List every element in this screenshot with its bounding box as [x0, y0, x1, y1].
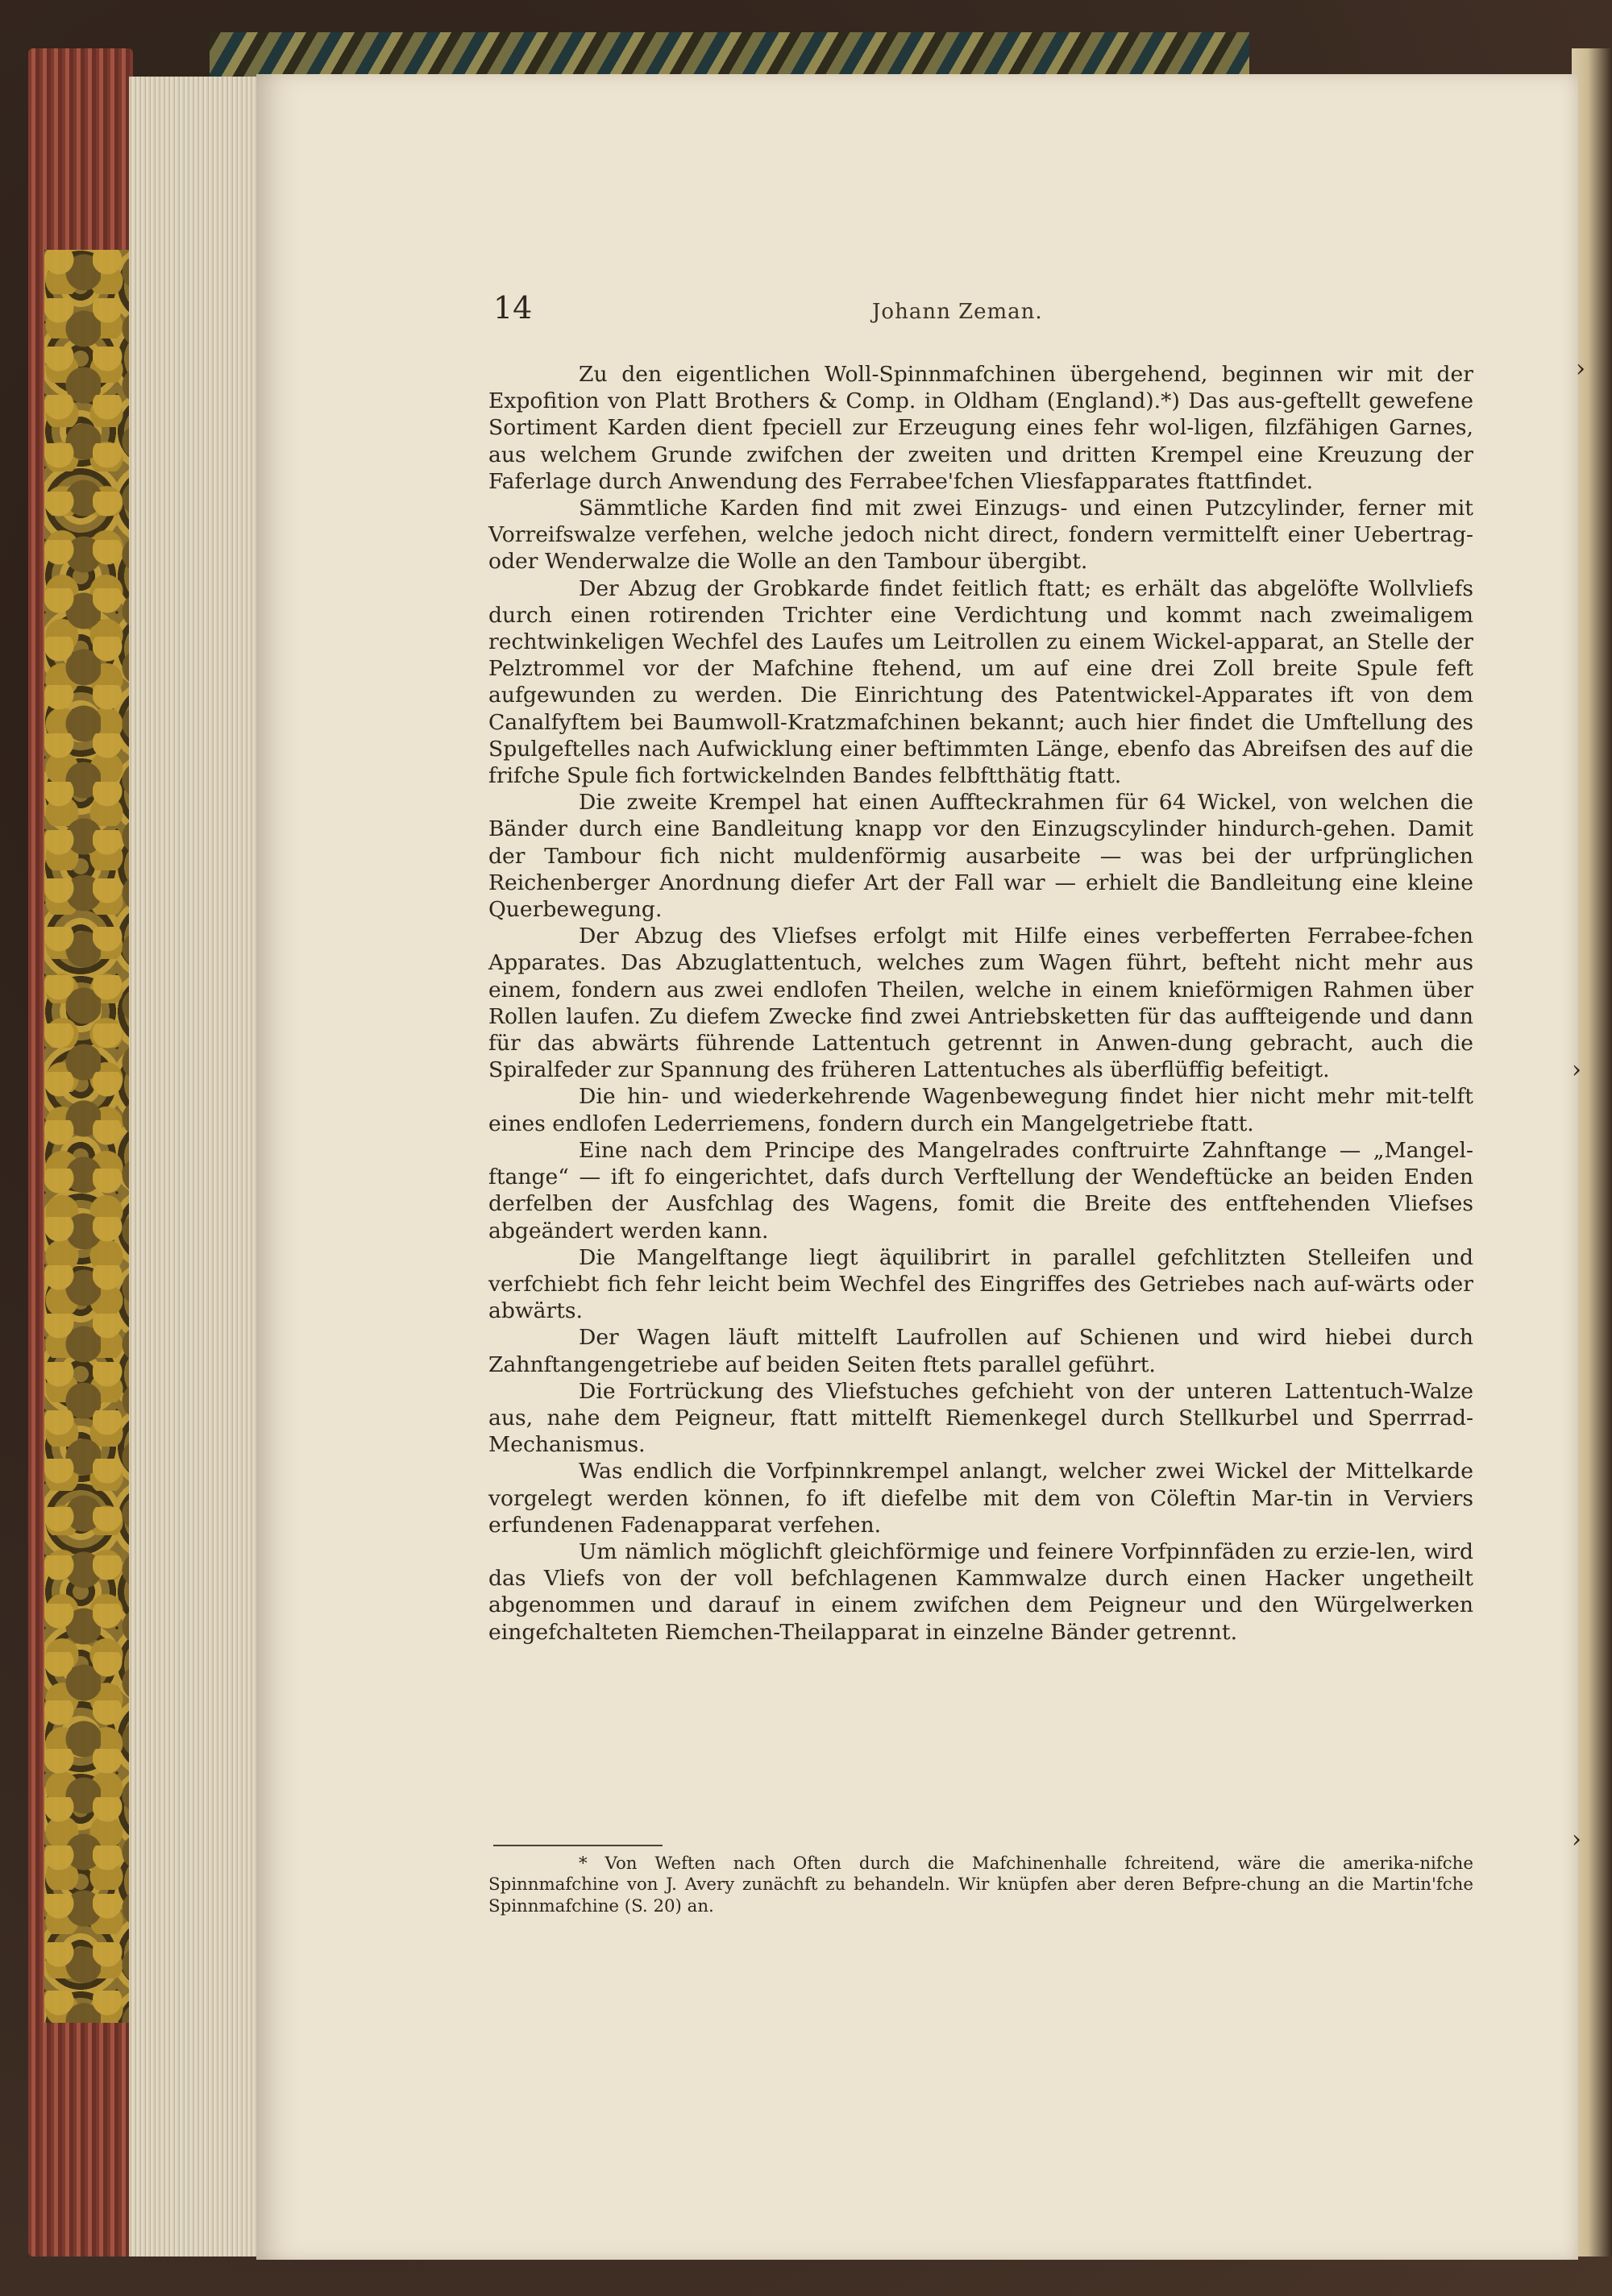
paragraph-5: Der Abzug des Vliefses erfolgt mit Hilfe eines verbefferten Ferrabee-fchen Apparates. Das Abzuglattentuch, welches zum Wagen führt, befteht nicht mehr aus einem, fondern aus zwei endlofen Theilen, welche in einem knieförmigen Rahmen über Rollen laufen. Zu diefem Zwecke find zwei Antriebsketten für das auffteigende und dann für das abwärts führende Lattentuch getrennt in Anwen-dung gebracht, auch die Spiralfeder zur Spannung des früheren Lattentuches als überflüffig befeitigt.: [488, 924, 1473, 1083]
paragraph-12: Um nämlich möglichft gleichförmige und feinere Vorfpinnfäden zu erzie-len, wird das Vliefs von der voll befchlagenen Kammwalze durch einen Hacker ungetheilt abgenommen und darauf in einem zwifchen dem Peigneur und den Würgelwerken eingefchalteten Riemchen-Theilapparat in einzelne Bänder getrennt.: [488, 1538, 1473, 1645]
paragraph-8: Die Mangelftange liegt äquilibrirt in parallel gefchlitzten Stelleifen und verfchiebt fich fehr leicht beim Wechfel des Eingriffes des Getriebes nach auf-wärts oder abwärts.: [488, 1244, 1473, 1324]
paragraph-11: Was endlich die Vorfpinnkrempel anlangt, welcher zwei Wickel der Mittelkarde vorgelegt werden können, fo ift diefelbe mit dem von Cöleftin Mar-tin in Verviers erfundenen Fadenapparat verfehen.: [488, 1459, 1473, 1538]
page-stack-edges: [129, 77, 258, 2257]
paragraph-1: Zu den eigentlichen Woll-Spinnmafchinen übergehend, beginnen wir mit der Expofition von Platt Brothers & Comp. in Oldham (England).*) Das aus-geftellt gewefene Sortiment Karden dient fpeciell zur Erzeugung eines fehr wol-ligen, filzfähigen Garnes, aus welchem Grunde zwifchen der zweiten und dritten Krempel eine Kreuzung der Faferlage durch Anwendung des Ferrabee'fchen Vliesfapparates ftattfindet.: [488, 362, 1473, 494]
paragraph-3: Der Abzug der Grobkarde findet feitlich ftatt; es erhält das abgelöfte Wollvliefs durch einen rotirenden Trichter eine Verdichtung und kommt nach zweimaligem rechtwinkeligen Wechfel des Laufes um Leitrollen zu einem Wickel-apparat, an Stelle der Pelztrommel vor der Mafchine ftehend, um auf eine drei Zoll breite Spule feft aufgewunden zu werden. Die Einrichtung des Patentwickel-Apparates ift von dem Canalfyftem bei Baumwoll-Kratzmafchinen bekannt; auch hier findet die Umftellung des Spulgeftelles nach Aufwicklung einer beftimmten Länge, ebenfo das Abreifsen des auf die frifche Spule fich fortwickelnden Bandes felbftthätig ftatt.: [488, 575, 1473, 789]
paragraph-2: Sämmtliche Karden find mit zwei Einzugs- und einen Putzcylinder, ferner mit Vorreifswalze verfehen, welche jedoch nicht direct, fondern vermittelft einer Uebertrag- oder Wenderwalze die Wolle an den Tambour übergibt.: [488, 496, 1473, 575]
footnote: [488, 1854, 1473, 1917]
footnote-rule: [493, 1845, 663, 1846]
paragraph-4: Die zweite Krempel hat einen Auffteckrahmen für 64 Wickel, von welchen die Bänder durch eine Bandleitung knapp vor den Einzugscylinder hindurch-gehen. Damit der Tambour fich nicht muldenförmig ausarbeite — was bei der urfprünglichen Reichenberger Anordnung diefer Art der Fall war — erhielt die Bandleitung eine kleine Querbewegung.: [488, 790, 1473, 923]
margin-mark: ›: [1576, 355, 1585, 383]
margin-mark: ›: [1572, 1825, 1581, 1854]
running-head: [493, 290, 1477, 338]
paragraph-10: Die Fortrückung des Vliefstuches gefchieht von der unteren Lattentuch-Walze aus, nahe dem Peigneur, ftatt mittelft Riemenkegel durch Stellkurbel und Sperrrad-Mechanismus.: [488, 1378, 1473, 1458]
margin-mark: ›: [1572, 1056, 1581, 1084]
paragraph-7: Eine nach dem Principe des Mangelrades conftruirte Zahnftange — „Mangel-ftange“ — ift fo eingerichtet, dafs durch Verftellung der Wendeftücke an beiden Enden derfelben der Ausfchlag des Wagens, fomit die Breite des entftehenden Vliefses abgeändert werden kann.: [488, 1137, 1473, 1243]
body-text: [488, 361, 1473, 1646]
paragraph-9: Der Wagen läuft mittelft Laufrollen auf Schienen und wird hiebei durch Zahnftangengetriebe auf beiden Seiten ftets parallel geführt.: [488, 1325, 1473, 1377]
paragraph-6: Die hin- und wiederkehrende Wagenbewegung findet hier nicht mehr mit-telft eines endlofen Lederriemens, fondern durch ein Mangelgetriebe ftatt.: [488, 1084, 1473, 1136]
page-number: 14: [493, 290, 533, 326]
marbled-cover: [44, 250, 133, 2023]
running-title: Johann Zeman.: [872, 300, 1043, 324]
footnote-text: * Von Weften nach Often durch die Mafchinenhalle fchreitend, wäre die amerika-nifche Spinnmafchine von J. Avery zunächft zu behandeln. Wir knüpfen aber deren Befpre-chung an die Martin'fche Spinnmafchine (S. 20) an.: [488, 1854, 1473, 1916]
